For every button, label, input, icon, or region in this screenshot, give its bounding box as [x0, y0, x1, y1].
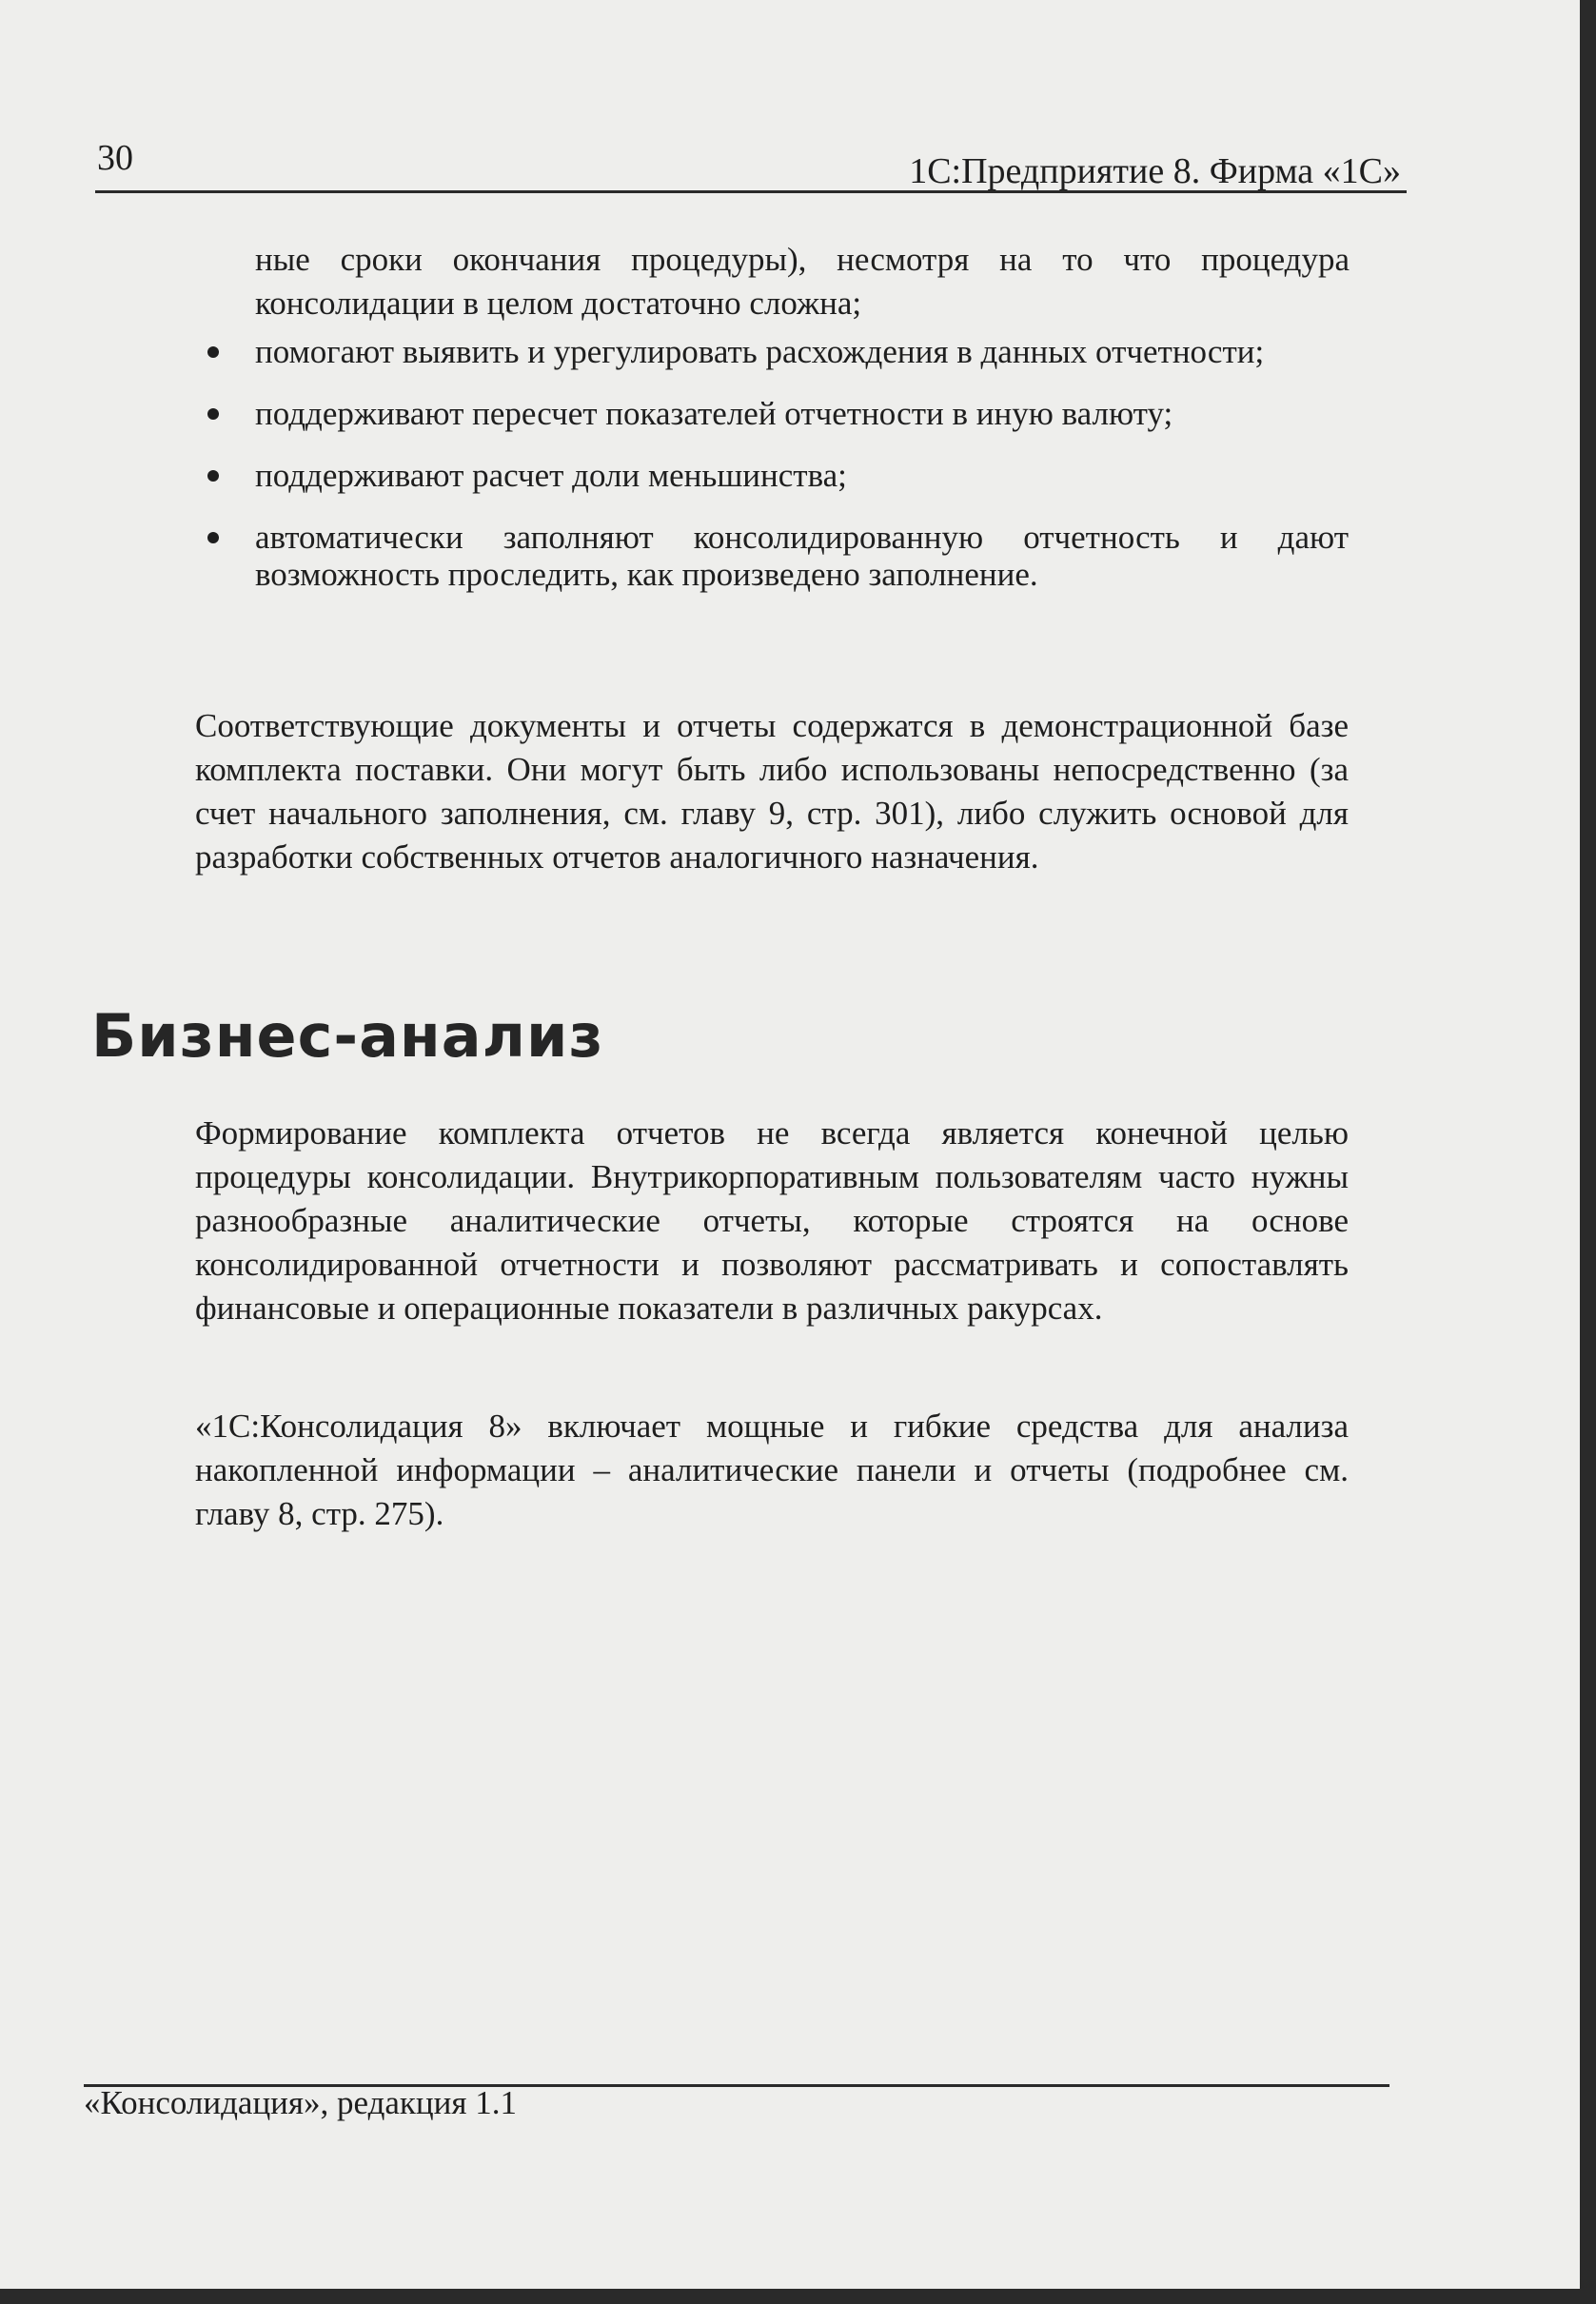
paragraph: Соответствующие документы и отчеты содержатся в демонстрационной базе комплекта поставки. Они могут быть либо использованы непосредственно (за счет начального заполнения, см. главу 9, стр. 301), либо служить основой для разработки собственных отчетов аналогичного назначения. [195, 707, 1349, 876]
page-number: 30 [97, 138, 133, 178]
list-item-text: поддерживают пересчет показателей отчетности в иную валюту; [255, 395, 1173, 432]
list-item [195, 519, 1349, 593]
bullet-icon [207, 470, 219, 482]
list-item [195, 395, 1349, 432]
section-paragraph: «1С:Консолидация 8» включает мощные и гибкие средства для анализа накопленной информации – аналитические панели и отчеты (подробнее см. главу 8, стр. 275). [195, 1408, 1349, 1532]
running-title: 1С:Предприятие 8. Фирма «1С» [909, 151, 1401, 191]
list-item-text: помогают выявить и урегулировать расхождения в данных отчетности; [255, 333, 1265, 370]
page-header [95, 138, 1407, 193]
list-item [195, 333, 1349, 370]
bullet-icon [207, 408, 219, 420]
bullet-list [195, 333, 1349, 618]
list-item-text: поддерживают расчет доли меньшинства; [255, 457, 847, 494]
bullet-icon [207, 532, 219, 543]
continuation-text: ные сроки окончания процедуры), несмотря на то что процедура консолидации в целом достаточно сложна; [255, 241, 1350, 322]
list-item [195, 457, 1349, 494]
page-footer: «Консолидация», редакция 1.1 [84, 2084, 517, 2121]
bullet-icon [207, 346, 219, 358]
section-paragraph: Формирование комплекта отчетов не всегда является конечной целью процедуры консолидации. Внутрикорпоративным пользователям часто нужны разнообразные аналитические отчеты, которые строятся на основе консолидированной отчетности и позволяют рассматривать и сопоставлять финансовые и операционные показатели в различных ракурсах. [195, 1114, 1349, 1327]
list-item-text: автоматически заполняют консолидированную отчетность и дают возможность проследить, как произведено заполнение. [255, 519, 1349, 593]
section-heading: Бизнес-анализ [91, 1001, 604, 1071]
